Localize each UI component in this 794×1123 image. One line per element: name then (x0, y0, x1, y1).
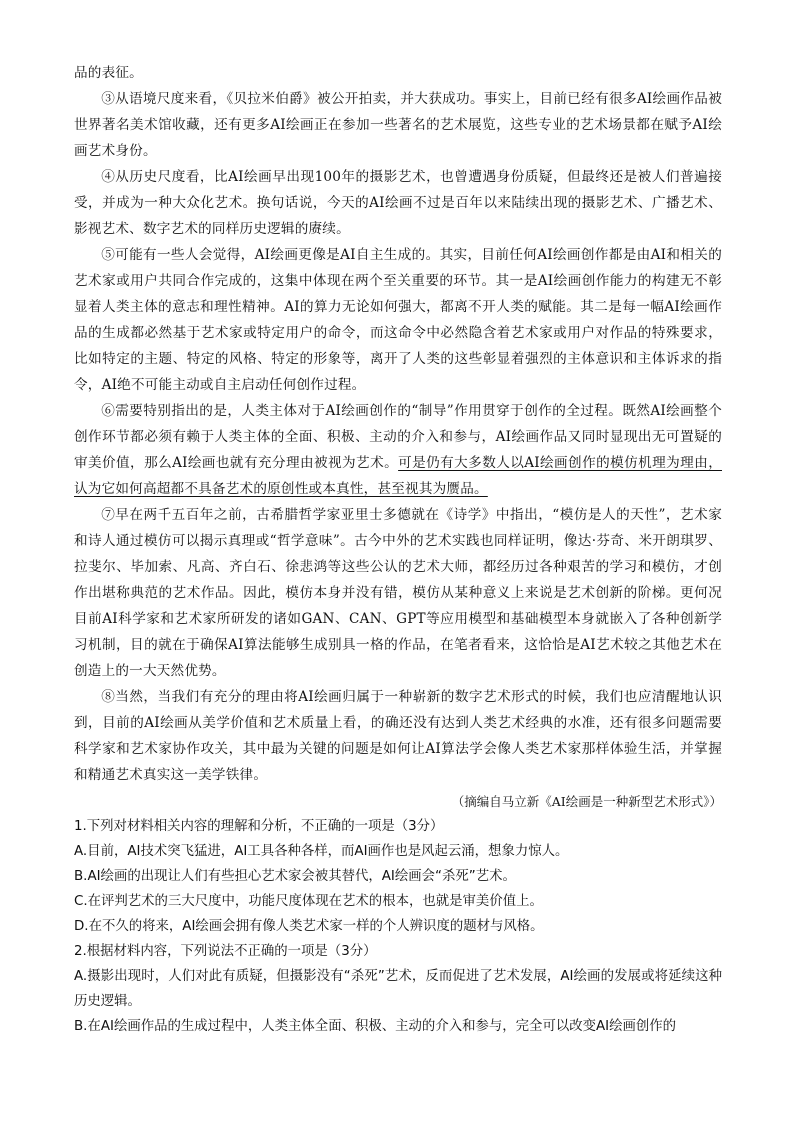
question-stem: 2.根据材料内容，下列说法不正确的一项是（3分） (74, 944, 377, 959)
option-a: A.摄影出现时，人们对此有质疑，但摄影没有“杀死”艺术，反而促进了艺术发展，AI绘画的发展或将延续这种历史逻辑。 (74, 969, 722, 1009)
paragraph-3: ③从语境尺度来看，《贝拉米伯爵》被公开拍卖，并大获成功。事实上，目前已经有很多AI绘画作品被世界著名美术馆收藏，还有更多AI绘画正在参加一些著名的艺术展览，这些专业的艺术场景都在赋予AI绘画艺术身份。 (74, 91, 722, 159)
option-b: B.在AI绘画作品的生成过程中，人类主体全面、积极、主动的介入和参与，完全可以改变AI绘画创作的 (74, 1019, 677, 1034)
document-page (74, 60, 722, 1039)
paragraph-6 (74, 398, 722, 502)
paragraph-4: ④从历史尺度看，比AI绘画早出现100年的摄影艺术，也曾遭遇身份质疑，但最终还是被人们普遍接受，并成为一种大众化艺术。换句话说，今天的AI绘画不过是百年以来陆续出现的摄影艺术、广播艺术、影视艺术、数字艺术的同样历史逻辑的赓续。 (74, 169, 722, 237)
option-c: C.在评判艺术的三大尺度中，功能尺度体现在艺术的根本，也就是审美价值上。 (74, 894, 543, 909)
underlined-sentence: 可是仍有大多数人以AI绘画创作的模仿机理为理由，认为它如何高超都不具备艺术的原创性或本真性，甚至视其为赝品。 (74, 455, 722, 497)
option-b: B.AI绘画的出现让人们有些担心艺术家会被其替代，AI绘画会“杀死”艺术。 (74, 869, 516, 884)
paragraph-8: ⑧当然，当我们有充分的理由将AI绘画归属于一种崭新的数字艺术形式的时候，我们也应清醒地认识到，目前的AI绘画从美学价值和艺术质量上看，的确还没有达到人类艺术经典的水准，还有很多问题需要科学家和艺术家协作攻关，其中最为关键的问题是如何让AI算法学会像人类艺术家那样体验生活，并掌握和精通艺术真实这一美学铁律。 (74, 689, 722, 783)
source-citation: （摘编自马立新《AI绘画是一种新型艺术形式》） (451, 794, 722, 809)
option-d: D.在不久的将来，AI绘画会拥有像人类艺术家一样的个人辨识度的题材与风格。 (74, 919, 544, 934)
question-1 (74, 814, 722, 939)
questions-section (74, 814, 722, 1039)
paragraph-6-text: ⑥需要特别指出的是，人类主体对于AI绘画创作的“制导”作用贯穿于创作的全过程。既然AI绘画整个创作环节都必须有赖于人类主体的全面、积极、主动的介入和参与，AI绘画作品又同时显现出无可置疑的审美价值，那么AI绘画也就有充分理由被视为艺术。 (74, 403, 722, 471)
option-a: A.目前，AI技术突飞猛进，AI工具各种各样，而AI画作也是风起云涌，想象力惊人。 (74, 844, 569, 859)
paragraph-fragment: 品的表征。 (74, 65, 143, 81)
question-2 (74, 939, 722, 1039)
paragraph-5: ⑤可能有一些人会觉得，AI绘画更像是AI自主生成的。其实，目前任何AI绘画创作都是由AI和相关的艺术家或用户共同合作完成的，这集中体现在两个至关重要的环节。其一是AI绘画创作能力的构建无不彰显着人类主体的意志和理性精神。AI的算力无论如何强大，都离不开人类的赋能。其二是每一幅AI绘画作品的生成都必然基于艺术家或特定用户的命令，而这命令中必然隐含着艺术家或用户对作品的特殊要求，比如特定的主题、特定的风格、特定的形象等，离开了人类的这些彰显着强烈的主体意识和主体诉求的指令，AI绝不可能主动或自主启动任何创作过程。 (74, 247, 722, 393)
reading-passage (74, 60, 722, 814)
paragraph-7: ⑦早在两千五百年之前，古希腊哲学家亚里士多德就在《诗学》中指出，“模仿是人的天性”，艺术家和诗人通过模仿可以揭示真理或“哲学意味”。古今中外的艺术实践也同样证明，像达·芬奇、米开朗琪罗、拉斐尔、毕加索、凡高、齐白石、徐悲鸿等这些公认的艺术大师，都经历过各种艰苦的学习和模仿，才创作出堪称典范的艺术作品。因此，模仿本身并没有错，模仿从某种意义上来说是艺术创新的阶梯。更何况目前AI科学家和艺术家所研发的诸如GAN、CAN、GPT等应用模型和基础模型本身就嵌入了各种创新学习机制，目的就在于确保AI算法能够生成别具一格的作品，在笔者看来，这恰恰是AI艺术较之其他艺术在创造上的一大天然优势。 (74, 507, 722, 679)
question-stem: 1.下列对材料相关内容的理解和分析，不正确的一项是（3分） (74, 819, 444, 834)
